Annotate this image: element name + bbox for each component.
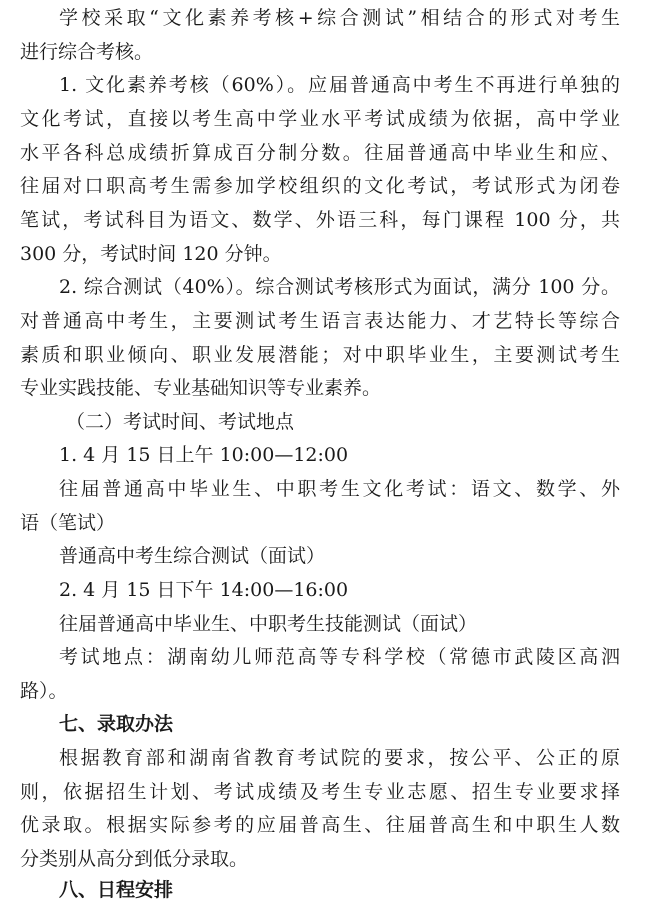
paragraph-line: 路）。 xyxy=(20,680,68,702)
paragraph-line: 水平各科总成绩折算成百分制分数。往届普通高中毕业生和应、 xyxy=(20,142,620,164)
paragraph-line: 则，依据招生计划、考试成绩及考生专业志愿、招生专业要求择 xyxy=(20,781,620,803)
paragraph-line: 语（笔试） xyxy=(20,512,116,534)
paragraph-line: 普通高中考生综合测试（面试） xyxy=(59,545,326,567)
paragraph-line: 300 分，考试时间 120 分钟。 xyxy=(20,243,282,265)
paragraph-line: 往届普通高中毕业生、中职考生技能测试（面试） xyxy=(59,613,478,635)
paragraph-line: 学校采取“文化素养考核+综合测试”相结合的形式对考生 xyxy=(59,7,620,29)
paragraph-line: 优录取。根据实际参考的应届普高生、往届普高生和中职生人数 xyxy=(20,814,620,836)
paragraph-line: 2. 综合测试（40%）。综合测试考核形式为面试，满分 100 分。 xyxy=(59,276,620,298)
paragraph-line: 进行综合考核。 xyxy=(20,41,154,63)
paragraph-line: 往届对口职高考生需参加学校组织的文化考试，考试形式为闭卷 xyxy=(20,175,620,197)
paragraph-line: 笔试，考试科目为语文、数学、外语三科，每门课程 100 分，共 xyxy=(20,209,620,231)
subsection-heading: （二）考试时间、考试地点 xyxy=(66,411,295,433)
paragraph-line: 1. 文化素养考核（60%）。应届普通高中考生不再进行单独的 xyxy=(59,74,620,96)
paragraph-line: 根据教育部和湖南省教育考试院的要求，按公平、公正的原 xyxy=(59,747,620,769)
schedule-item: 2. 4 月 15 日下午 14:00—16:00 xyxy=(59,579,349,601)
paragraph-line: 分类别从高分到低分录取。 xyxy=(20,848,249,870)
section-heading: 七、录取办法 xyxy=(59,713,174,735)
schedule-item: 1. 4 月 15 日上午 10:00—12:00 xyxy=(59,444,349,466)
paragraph-line: 对普通高中考生，主要测试考生语言表达能力、才艺特长等综合 xyxy=(20,310,620,332)
paragraph-line: 专业实践技能、专业基础知识等专业素养。 xyxy=(20,377,382,399)
paragraph-line: 考试地点：湖南幼儿师范高等专科学校（常德市武陵区高泗 xyxy=(59,646,620,668)
paragraph-line: 往届普通高中毕业生、中职考生文化考试：语文、数学、外 xyxy=(59,478,620,500)
paragraph-line: 素质和职业倾向、职业发展潜能；对中职毕业生，主要测试考生 xyxy=(20,344,620,366)
section-heading: 八、日程安排 xyxy=(59,879,174,901)
paragraph-line: 文化考试，直接以考生高中学业水平考试成绩为依据，高中学业 xyxy=(20,108,620,130)
